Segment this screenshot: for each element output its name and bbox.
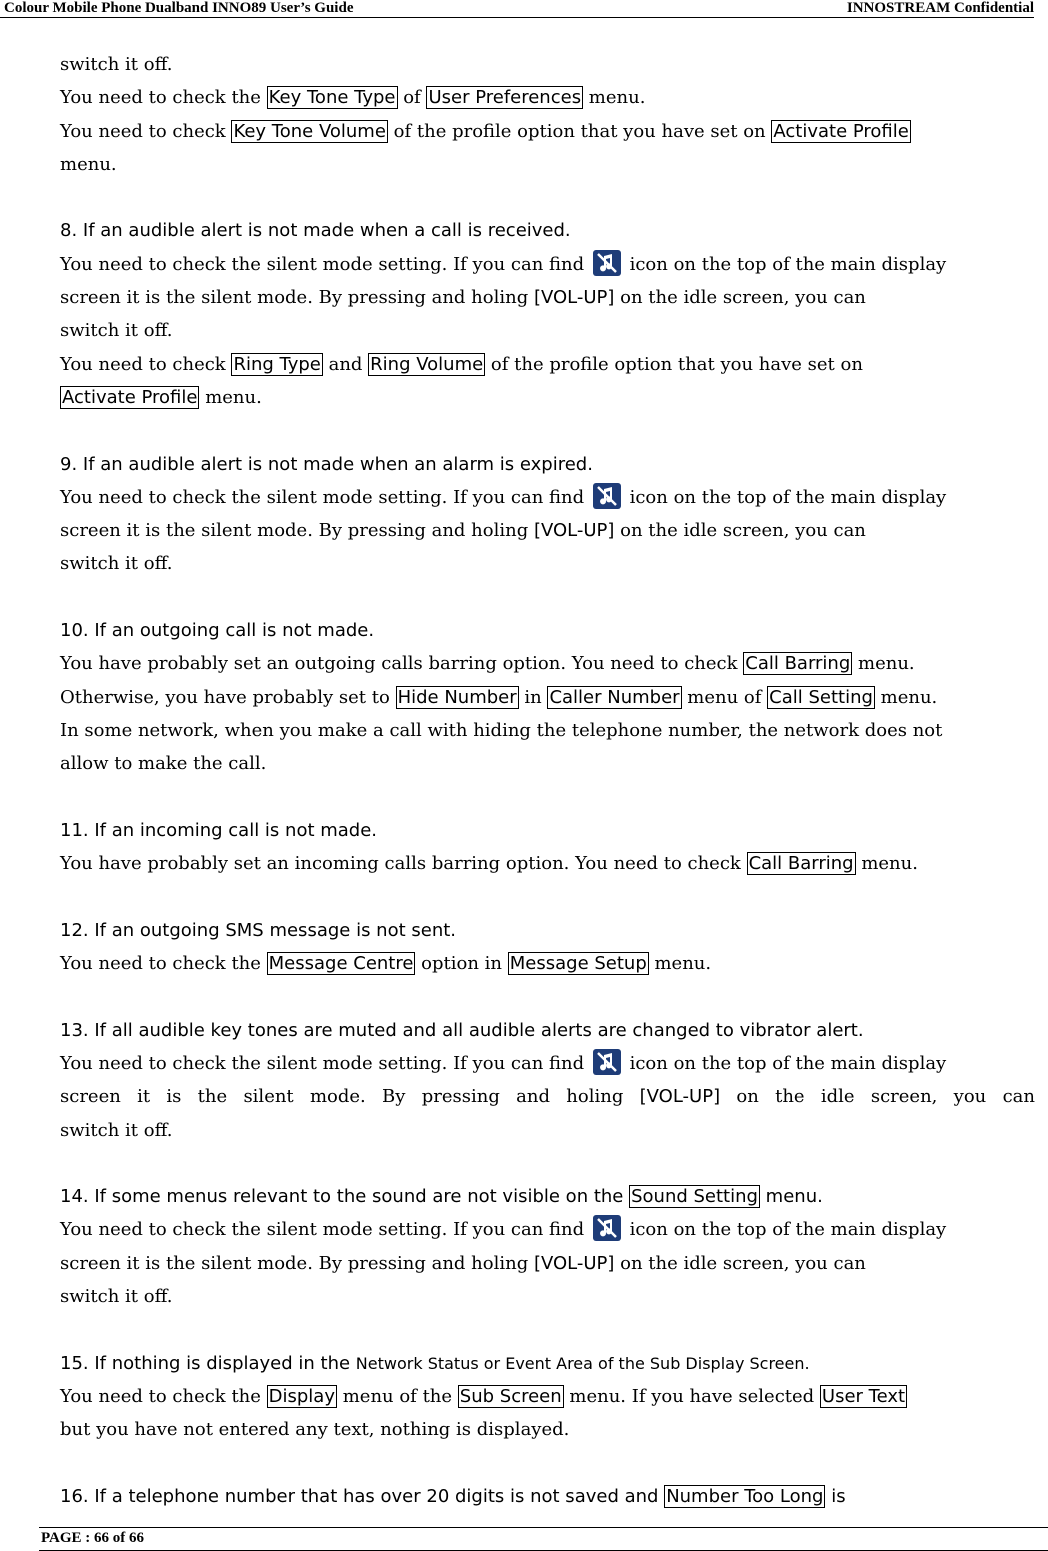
silent-mode-icon — [592, 249, 622, 277]
text-line: You need to check the silent mode setting. If you can find icon on the top of the main display — [60, 1047, 1035, 1080]
menu-ref: Display — [268, 1385, 335, 1407]
page-footer — [39, 1527, 1048, 1551]
text-line: switch it off. — [60, 54, 173, 75]
section-heading: 16. If a telephone number that has over 20 digits is not saved and Number Too Long is — [60, 1485, 846, 1507]
text-line: You need to check Ring Type and Ring Volume of the profile option that you have set on — [60, 353, 863, 375]
menu-ref: User Preferences — [428, 87, 582, 109]
menu-ref: Sub Screen — [459, 1385, 562, 1407]
menu-ref: Call Setting — [769, 686, 873, 708]
section-heading: 8. If an audible alert is not made when a call is received. — [60, 220, 571, 242]
section-heading: 10. If an outgoing call is not made. — [60, 620, 375, 642]
text-line: You need to check the silent mode setting. If you can find icon on the top of the main display — [60, 248, 1035, 281]
silent-mode-icon — [592, 1214, 622, 1242]
header-confidential: INNOSTREAM Confidential — [846, 0, 1034, 16]
silent-mode-icon — [592, 482, 622, 510]
text-line: switch it off. — [60, 1285, 173, 1307]
silent-mode-icon — [592, 1048, 622, 1076]
text-line: You have probably set an outgoing calls barring option. You need to check Call Barring menu. — [60, 653, 915, 675]
section-heading: 11. If an incoming call is not made. — [60, 819, 378, 841]
text-line: You need to check the silent mode setting. If you can find icon on the top of the main display — [60, 481, 1035, 514]
menu-ref: Caller Number — [549, 686, 680, 708]
text-line: Activate Profile menu. — [62, 386, 262, 408]
key-ref: [VOL-UP] — [533, 287, 615, 309]
text-line: You have probably set an incoming calls barring option. You need to check Call Barring menu. — [60, 853, 918, 875]
text-line: switch it off. — [60, 553, 173, 575]
text-line: Otherwise, you have probably set to Hide Number in Caller Number menu of Call Setting menu. — [60, 686, 938, 708]
menu-ref: Number Too Long — [666, 1485, 824, 1507]
text-line: switch it off. — [60, 1119, 173, 1141]
menu-ref: Key Tone Volume — [233, 120, 386, 142]
menu-ref: Sound Setting — [631, 1186, 758, 1208]
text-line: switch it off. — [60, 320, 173, 342]
section-heading: 15. If nothing is displayed in the Network Status or Event Area of the Sub Display Screen. — [60, 1352, 810, 1374]
menu-ref: User Text — [821, 1385, 906, 1407]
page-number: PAGE : 66 of 66 — [41, 1530, 145, 1546]
text-line: screen it is the silent mode. By pressing and holing [VOL-UP] on the idle screen, you can — [60, 1252, 866, 1274]
text-line: You need to check the Key Tone Type of User Preferences menu. — [60, 87, 646, 109]
section-heading: 12. If an outgoing SMS message is not sent. — [60, 919, 457, 941]
key-ref: [VOL-UP] — [533, 1252, 615, 1274]
text-line: You need to check the Display menu of the Sub Screen menu. If you have selected User Text — [60, 1385, 906, 1407]
menu-ref: Ring Volume — [370, 353, 484, 375]
justified-line: screen it is the silent mode. By pressing and holing [VOL-UP] on the idle screen, you can — [60, 1080, 1035, 1113]
menu-ref: Key Tone Type — [268, 87, 396, 109]
menu-ref: Call Barring — [748, 853, 854, 875]
menu-ref: Call Barring — [745, 653, 851, 675]
key-ref: [VOL-UP] — [533, 520, 615, 542]
text-line: In some network, when you make a call with hiding the telephone number, the network does not — [60, 719, 943, 741]
menu-ref: Activate Profile — [62, 386, 198, 408]
section-heading: 14. If some menus relevant to the sound are not visible on the Sound Setting menu. — [60, 1186, 823, 1208]
text-line: You need to check the Message Centre option in Message Setup menu. — [60, 953, 712, 975]
menu-ref: Activate Profile — [773, 120, 909, 142]
text-line: screen it is the silent mode. By pressing and holing [VOL-UP] on the idle screen, you can — [60, 520, 866, 542]
menu-ref: Hide Number — [397, 686, 517, 708]
text-line: You need to check the silent mode setting. If you can find icon on the top of the main display — [60, 1213, 1035, 1246]
header-title: Colour Mobile Phone Dualband INNO89 User’s Guide — [4, 0, 354, 16]
text-line: but you have not entered any text, nothing is displayed. — [60, 1419, 570, 1441]
section-heading: 9. If an audible alert is not made when an alarm is expired. — [60, 453, 593, 475]
menu-ref: Ring Type — [233, 353, 321, 375]
text-line: menu. — [60, 153, 117, 175]
page-header — [0, 0, 1034, 18]
text-line: allow to make the call. — [60, 753, 267, 775]
menu-ref: Message Centre — [268, 953, 414, 975]
key-ref: [VOL-UP] — [639, 1086, 721, 1108]
text-line: screen it is the silent mode. By pressing and holing [VOL-UP] on the idle screen, you can — [60, 287, 866, 309]
menu-ref: Message Setup — [509, 953, 647, 975]
section-heading: 13. If all audible key tones are muted and all audible alerts are changed to vibrator alert. — [60, 1019, 864, 1041]
document-body — [60, 48, 1035, 1513]
text-line: You need to check Key Tone Volume of the profile option that you have set on Activate Profile — [60, 120, 909, 142]
